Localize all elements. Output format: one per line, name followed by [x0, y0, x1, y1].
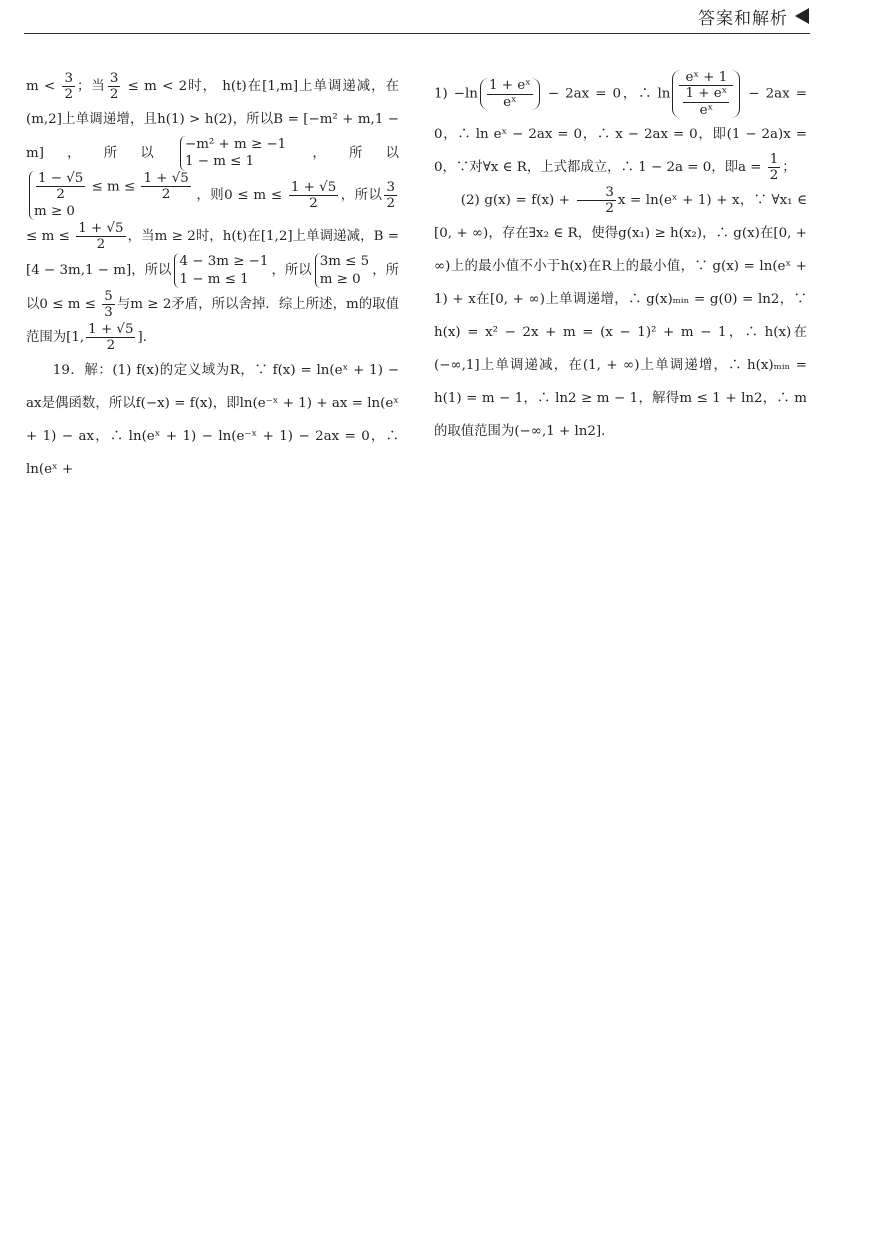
text: (2) g(x) = f(x) +: [460, 193, 575, 209]
solution-19-part1-continued: [434, 70, 807, 184]
fraction: $\frac{3}{2}$: [64, 70, 74, 102]
fraction: $\frac{5}{3}$: [104, 288, 113, 320]
text: ，所以: [340, 187, 383, 203]
equation-system: $\frac{1 - √5}{2}$ ≤ m ≤ $\frac{1 + √5}{2}$ m ≥ 0: [29, 171, 193, 220]
fraction: $\frac{1 + √5}{2}$: [78, 220, 124, 253]
text: ，则0 ≤ m ≤: [195, 187, 287, 203]
text: ；当: [77, 79, 106, 94]
text: ，所以: [271, 263, 312, 278]
solution-19-part1: 19．解：(1) f(x)的定义域为R，∵ f(x) = ln(eˣ + 1) − ax是偶函数，所以f(−x) = f(x)，即ln(e⁻ˣ + 1) + ax = ln(eˣ + 1) − ax，∴ ln(eˣ + 1) − ln(e⁻ˣ + 1) − 2ax = 0，∴ ln(eˣ +: [26, 362, 399, 477]
equation-system: 3m ≤ 5 m ≥ 0: [315, 253, 369, 288]
parenthesized-nested-fraction: $\frac{\text{eˣ + 1}}{\frac{\text{1 + eˣ}}{\text{eˣ}}}$: [672, 70, 740, 118]
text: 1) −ln: [434, 86, 478, 102]
fraction: $\frac{1}{2}$: [769, 151, 779, 184]
text: m <: [26, 79, 61, 94]
solution-19-part2: [434, 184, 807, 448]
equation-system: 4 − 3m ≥ −1 1 − m ≤ 1: [174, 253, 268, 288]
parenthesized-fraction: $\frac{\text{1 + eˣ}}{\text{eˣ}}$: [480, 78, 540, 110]
text: ；: [782, 160, 796, 176]
text: ]．: [137, 329, 157, 345]
fraction: $\frac{1 + √5}{2}$: [290, 179, 337, 211]
text: − 2ax = 0，∴ ln: [541, 86, 671, 102]
text: ≤ m ≤: [26, 229, 75, 245]
left-arrow-icon: [794, 7, 810, 25]
text: ，所以: [289, 145, 399, 161]
fraction: $\frac{3}{2}$: [109, 70, 119, 102]
equation-system: −m² + m ≥ −1 1 − m ≤ 1: [180, 136, 286, 171]
text: x = ln(eˣ + 1) + x，∵ ∀x₁ ∈ [0, + ∞)，存在∃x₂ ∈ R，使得g(x₁) ≥ h(x₂)，∴ g(x)在[0, + ∞)上的最小值不小于h(x)在R上的最小值，∵ g(x) = ln(eˣ + 1) + x在[0, + ∞)上单调递增，∴ g(x)ₘᵢₙ = g(0) = ln2，∵ h(x) = x² − 2x + m = (x − 1)² + m − 1，∴ h(x)在(−∞,1]上单调递减，在(1, + ∞)上单调递增，∴ h(x)ₘᵢₙ = h(1) = m − 1，∴ ln2 ≥ m − 1，解得m ≤ 1 + ln2，∴ m的取值范围为(−∞,1 + ln2]．: [434, 193, 807, 440]
text: ，所以0 ≤ m ≤: [26, 263, 400, 312]
left-column: [26, 70, 399, 486]
right-column: [434, 70, 807, 448]
text: ，当m ≥ 2时，h(t)在[1,2]上单调递减，B = [4 − 3m,1 − m]，所以: [26, 229, 399, 278]
fraction: $\frac{3}{2}$: [386, 179, 396, 211]
header-title: 答案和解析: [698, 9, 788, 29]
text: ≤ m < 2时， h(t)在[1,m]上单调递减，在(m,2]上单调递增，且h(1) > h(2)，所以B = [−m² + m,1 − m]，所以: [26, 79, 399, 161]
text: − 2ax = 0，∴ ln eˣ − 2ax = 0，∴ x − 2ax = 0，即(1 − 2a)x = 0，∵对∀x ∈ R，上式都成立，∴ 1 − 2a = 0，即a =: [434, 86, 807, 176]
text: 与m ≥ 2矛盾，所以舍掉．综上所述，m的取值范围为[1,: [26, 296, 399, 345]
header-divider: [24, 33, 810, 34]
solution-18-continued: [26, 70, 399, 354]
fraction: $\frac{1 + √5}{2}$: [88, 321, 134, 353]
fraction: $\frac{3}{2}$: [577, 185, 616, 217]
